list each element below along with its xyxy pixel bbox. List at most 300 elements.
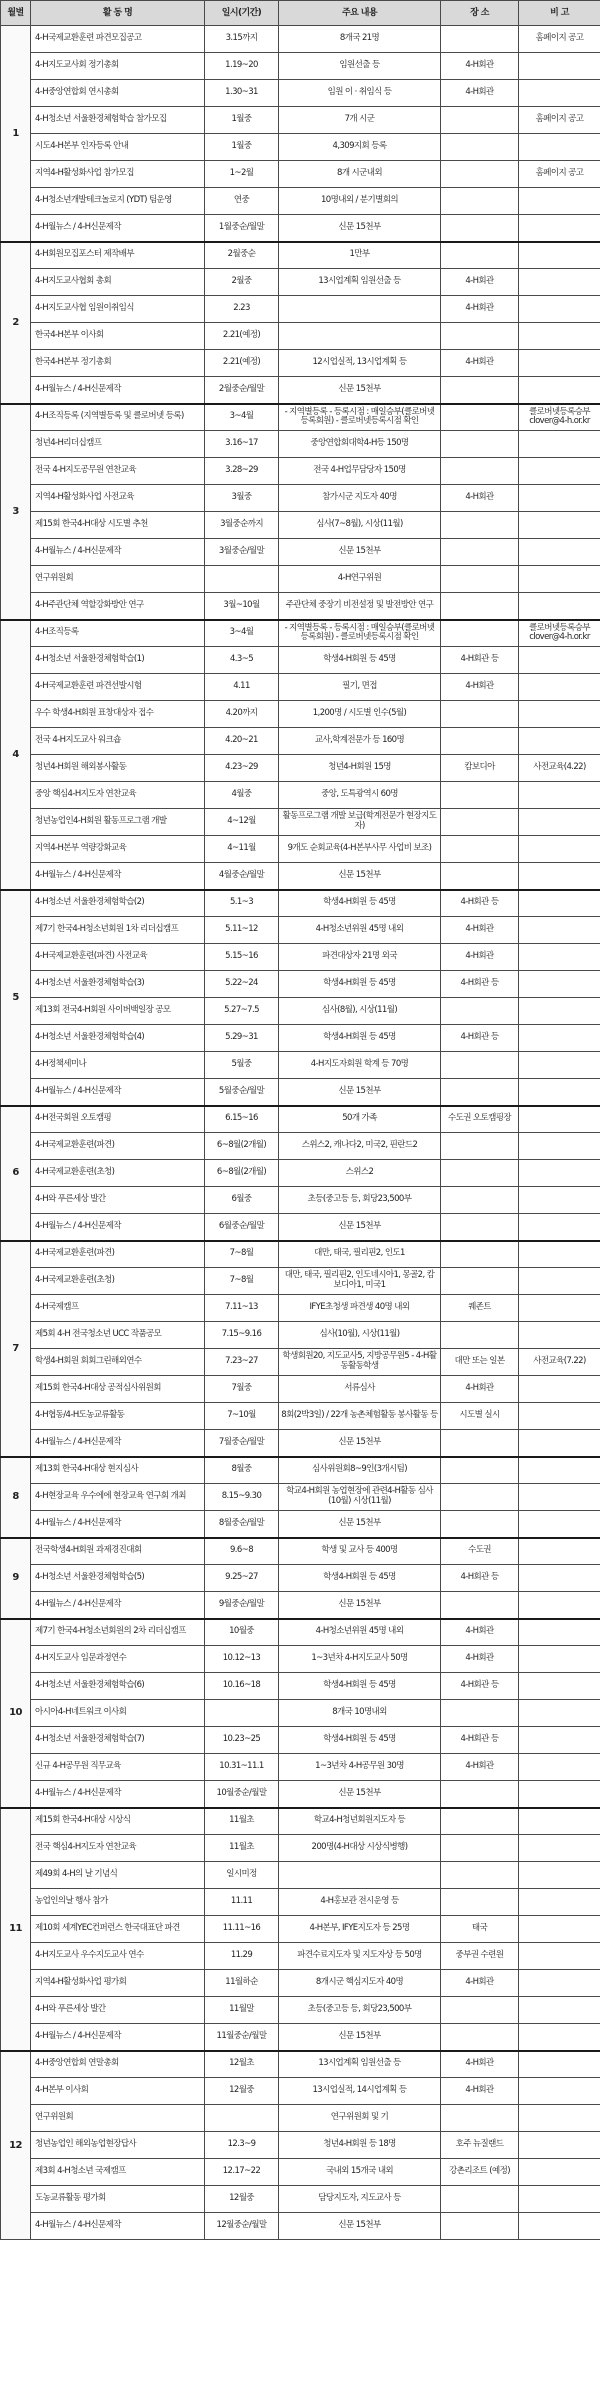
- activity-name-cell: 신규 4-H공무원 직무교육: [31, 1754, 205, 1781]
- date-cell: 1월중: [205, 107, 279, 134]
- table-row: [1, 1565, 600, 1592]
- date-cell: 5월중순/월말: [205, 1079, 279, 1106]
- date-cell: 12.3~9: [205, 2132, 279, 2159]
- date-cell: 6월중순/월말: [205, 1214, 279, 1241]
- table-row: [1, 1781, 600, 1808]
- note-cell: [519, 269, 600, 296]
- place-cell: [441, 1160, 519, 1187]
- date-cell: 9월중순/월말: [205, 1592, 279, 1619]
- place-cell: 수도권 오토캠핑장: [441, 1106, 519, 1133]
- activity-name-cell: 제7기 한국4-H청소년회원의 2차 리더십캠프: [31, 1619, 205, 1646]
- month-cell: 1: [1, 26, 31, 242]
- activity-name-cell: 제5회 4-H 전국청소년 UCC 작품공모: [31, 1322, 205, 1349]
- note-cell: [519, 188, 600, 215]
- activity-name-cell: 4-H국제교환훈련(파견) 사전교육: [31, 944, 205, 971]
- place-cell: [441, 1079, 519, 1106]
- content-cell: 학생4-H회원 등 45명: [279, 647, 441, 674]
- note-cell: [519, 1457, 600, 1484]
- content-cell: 10명내외 / 분기별회의: [279, 188, 441, 215]
- place-cell: 4-H회관 등: [441, 971, 519, 998]
- place-cell: [441, 728, 519, 755]
- place-cell: [441, 1997, 519, 2024]
- table-row: [1, 1916, 600, 1943]
- table-row: [1, 1106, 600, 1133]
- table-row: [1, 512, 600, 539]
- date-cell: 6~8월(2개월): [205, 1160, 279, 1187]
- table-row: [1, 566, 600, 593]
- note-cell: [519, 917, 600, 944]
- activity-name-cell: 중앙 핵심4-H지도자 연찬교육: [31, 782, 205, 809]
- content-cell: 신문 15천부: [279, 1214, 441, 1241]
- date-cell: 3월중: [205, 485, 279, 512]
- note-cell: [519, 1781, 600, 1808]
- place-cell: [441, 701, 519, 728]
- content-cell: 신문 15천부: [279, 1592, 441, 1619]
- date-cell: 3.28~29: [205, 458, 279, 485]
- date-cell: 1월중: [205, 134, 279, 161]
- table-row: [1, 890, 600, 917]
- place-cell: [441, 539, 519, 566]
- note-cell: [519, 458, 600, 485]
- note-cell: [519, 1025, 600, 1052]
- table-row: [1, 1052, 600, 1079]
- note-cell: [519, 1430, 600, 1457]
- table-row: [1, 1241, 600, 1268]
- content-cell: 1,200명 / 시도별 인수(5월): [279, 701, 441, 728]
- date-cell: 2.23: [205, 296, 279, 323]
- content-cell: 200명(4-H대상 시상식병행): [279, 1835, 441, 1862]
- note-cell: [519, 431, 600, 458]
- content-cell: 활동프로그램 개발 보급(학계전문가 현장지도자): [279, 809, 441, 836]
- place-cell: 4-H회관: [441, 80, 519, 107]
- table-row: [1, 782, 600, 809]
- content-cell: 담당지도자, 지도교사 등: [279, 2186, 441, 2213]
- content-cell: 학생4-H회원 등 45명: [279, 1673, 441, 1700]
- note-cell: [519, 2105, 600, 2132]
- date-cell: 7.23~27: [205, 1349, 279, 1376]
- activity-name-cell: 우수 학생4-H회원 표창대상자 접수: [31, 701, 205, 728]
- note-cell: [519, 1376, 600, 1403]
- note-cell: [519, 998, 600, 1025]
- content-cell: 국내외 15개국 내외: [279, 2159, 441, 2186]
- content-cell: 연구위원회 및 기: [279, 2105, 441, 2132]
- activity-name-cell: 지역4-H활성화사업 평가회: [31, 1970, 205, 1997]
- date-cell: 3.15까지: [205, 26, 279, 53]
- content-cell: 파견수료지도자 및 지도자상 등 50명: [279, 1943, 441, 1970]
- note-cell: [519, 1160, 600, 1187]
- table-row: [1, 134, 600, 161]
- activity-name-cell: 4-H월뉴스 / 4-H신문제작: [31, 1079, 205, 1106]
- note-cell: [519, 1592, 600, 1619]
- activity-name-cell: 4-H중앙연합회 연말총회: [31, 2051, 205, 2078]
- note-cell: [519, 1916, 600, 1943]
- note-cell: [519, 1808, 600, 1835]
- date-cell: 6.15~16: [205, 1106, 279, 1133]
- table-row: [1, 1079, 600, 1106]
- table-row: [1, 1862, 600, 1889]
- content-cell: 8개국 10명내외: [279, 1700, 441, 1727]
- note-cell: 클로버넷등록승부 clover@4-h.or.kr: [519, 404, 600, 431]
- note-cell: [519, 1565, 600, 1592]
- place-cell: 중부권 수련원: [441, 1943, 519, 1970]
- content-cell: 학생4-H회원 등 45명: [279, 971, 441, 998]
- table-row: [1, 1187, 600, 1214]
- note-cell: [519, 1619, 600, 1646]
- content-cell: 13시업계획 임원선출 등: [279, 2051, 441, 2078]
- content-cell: 4-H연구위원: [279, 566, 441, 593]
- table-row: [1, 836, 600, 863]
- table-row: [1, 647, 600, 674]
- table-row: [1, 1727, 600, 1754]
- note-cell: [519, 1889, 600, 1916]
- note-cell: [519, 1997, 600, 2024]
- date-cell: 4~12월: [205, 809, 279, 836]
- date-cell: 2월중순/월말: [205, 377, 279, 404]
- place-cell: 4-H회관: [441, 1619, 519, 1646]
- content-cell: 4-H지도자회원 학계 등 70명: [279, 1052, 441, 1079]
- activity-name-cell: 제49회 4-H의 날 기념식: [31, 1862, 205, 1889]
- place-cell: [441, 1700, 519, 1727]
- activity-name-cell: 제15회 한국4-H대상 시도별 추천: [31, 512, 205, 539]
- date-cell: 11월말: [205, 1997, 279, 2024]
- date-cell: 12월중: [205, 2078, 279, 2105]
- activity-name-cell: 4-H지도교사협회 총회: [31, 269, 205, 296]
- activity-name-cell: 4-H청소년 서울환경체험학습 참가모집: [31, 107, 205, 134]
- place-cell: [441, 323, 519, 350]
- header-row: [1, 1, 600, 26]
- content-cell: 학생 및 교사 등 400명: [279, 1538, 441, 1565]
- date-cell: 1.19~20: [205, 53, 279, 80]
- content-cell: [279, 296, 441, 323]
- content-cell: 학생4-H회원 등 45명: [279, 890, 441, 917]
- table-row: [1, 1970, 600, 1997]
- note-cell: [519, 134, 600, 161]
- note-cell: [519, 2159, 600, 2186]
- table-row: [1, 1484, 600, 1511]
- note-cell: [519, 836, 600, 863]
- content-cell: 1~3년차 4-H공무원 30명: [279, 1754, 441, 1781]
- activity-name-cell: 4-H월뉴스 / 4-H신문제작: [31, 1592, 205, 1619]
- table-row: [1, 2024, 600, 2051]
- place-cell: [441, 431, 519, 458]
- table-row: [1, 26, 600, 53]
- date-cell: 11.11: [205, 1889, 279, 1916]
- activity-name-cell: 연구위원회: [31, 2105, 205, 2132]
- place-cell: [441, 1322, 519, 1349]
- place-cell: [441, 404, 519, 431]
- place-cell: [441, 1133, 519, 1160]
- place-cell: [441, 215, 519, 242]
- content-cell: 8개국 21명: [279, 26, 441, 53]
- content-cell: 임원선출 등: [279, 53, 441, 80]
- activity-name-cell: 전국 핵심4-H지도자 연찬교육: [31, 1835, 205, 1862]
- note-cell: 클로버넷등록승부 clover@4-h.or.kr: [519, 620, 600, 647]
- content-cell: 4,309지회 등록: [279, 134, 441, 161]
- activity-name-cell: 4-H현장교육 우수에에 현장교육 연구회 개최: [31, 1484, 205, 1511]
- note-cell: [519, 890, 600, 917]
- date-cell: 일시미정: [205, 1862, 279, 1889]
- content-cell: 학교4-H회원 농업현장에 관련4-H활동 심사(10월) 시상(11월): [279, 1484, 441, 1511]
- date-cell: 3~4월: [205, 404, 279, 431]
- month-cell: 7: [1, 1241, 31, 1457]
- place-cell: [441, 26, 519, 53]
- note-cell: 홈페이지 공고: [519, 26, 600, 53]
- place-cell: 4-H회관 등: [441, 1673, 519, 1700]
- content-cell: 9개도 순회교육(4-H본부사무 사업비 보조): [279, 836, 441, 863]
- place-cell: [441, 161, 519, 188]
- activity-name-cell: 제3회 4-H청소년 국제캠프: [31, 2159, 205, 2186]
- date-cell: 12월초: [205, 2051, 279, 2078]
- content-cell: 전국 4-H업무담당자 150명: [279, 458, 441, 485]
- place-cell: [441, 1592, 519, 1619]
- month-cell: 12: [1, 2051, 31, 2240]
- activity-name-cell: 4-H청소년 서울환경체험학습(3): [31, 971, 205, 998]
- activity-name-cell: 4-H회원모집포스터 제작배부: [31, 242, 205, 269]
- date-cell: 4.3~5: [205, 647, 279, 674]
- activity-name-cell: 4-H국제교환훈련 파견선발시험: [31, 674, 205, 701]
- activity-name-cell: 연구위원회: [31, 566, 205, 593]
- content-cell: 파견대상자 21명 외국: [279, 944, 441, 971]
- place-cell: 4-H회관: [441, 53, 519, 80]
- place-cell: [441, 1808, 519, 1835]
- place-cell: 4-H회관 등: [441, 1025, 519, 1052]
- place-cell: [441, 1484, 519, 1511]
- header-note: 비 고: [519, 1, 600, 26]
- table-row: [1, 755, 600, 782]
- note-cell: [519, 296, 600, 323]
- place-cell: [441, 2213, 519, 2240]
- activity-name-cell: 4-H조직등록: [31, 620, 205, 647]
- activity-name-cell: 4-H청소년 서울환경체험학습(4): [31, 1025, 205, 1052]
- place-cell: 태국: [441, 1916, 519, 1943]
- date-cell: 2월중순: [205, 242, 279, 269]
- activity-name-cell: 4-H전국회원 오토캠핑: [31, 1106, 205, 1133]
- table-row: [1, 2186, 600, 2213]
- note-cell: 사전교육(7.22): [519, 1349, 600, 1376]
- activity-name-cell: 4-H월뉴스 / 4-H신문제작: [31, 539, 205, 566]
- activity-name-cell: 4-H청소년 서울환경체험학습(5): [31, 1565, 205, 1592]
- date-cell: 11월하순: [205, 1970, 279, 1997]
- content-cell: 심사위원회8~9인(3개시팀): [279, 1457, 441, 1484]
- content-cell: 학교4-H청년회원지도자 등: [279, 1808, 441, 1835]
- table-row: [1, 2159, 600, 2186]
- month-cell: 10: [1, 1619, 31, 1808]
- table-row: [1, 1457, 600, 1484]
- place-cell: 4-H회관: [441, 296, 519, 323]
- place-cell: 4-H회관: [441, 1646, 519, 1673]
- activity-name-cell: 4-H지도교사회 정기총회: [31, 53, 205, 80]
- month-cell: 5: [1, 890, 31, 1106]
- date-cell: 3.16~17: [205, 431, 279, 458]
- note-cell: [519, 1484, 600, 1511]
- content-cell: 신문 15천부: [279, 215, 441, 242]
- place-cell: [441, 1835, 519, 1862]
- activity-name-cell: 4-H국제교환훈련(초청): [31, 1160, 205, 1187]
- table-row: [1, 2213, 600, 2240]
- place-cell: 4-H회관: [441, 2051, 519, 2078]
- table-row: [1, 215, 600, 242]
- content-cell: 중앙연합회대학4-H등 150명: [279, 431, 441, 458]
- date-cell: [205, 2105, 279, 2132]
- table-row: [1, 1646, 600, 1673]
- date-cell: 7월중순/월말: [205, 1430, 279, 1457]
- activity-name-cell: 4-H월뉴스 / 4-H신문제작: [31, 2213, 205, 2240]
- content-cell: 4-H홍보관 전시운영 등: [279, 1889, 441, 1916]
- place-cell: [441, 2186, 519, 2213]
- table-row: [1, 1754, 600, 1781]
- place-cell: 4-H회관: [441, 674, 519, 701]
- date-cell: 7.15~9.16: [205, 1322, 279, 1349]
- place-cell: [441, 782, 519, 809]
- place-cell: [441, 620, 519, 647]
- note-cell: [519, 674, 600, 701]
- activity-name-cell: 4-H월뉴스 / 4-H신문제작: [31, 2024, 205, 2051]
- activity-name-cell: 4-H월뉴스 / 4-H신문제작: [31, 1430, 205, 1457]
- note-cell: [519, 1403, 600, 1430]
- content-cell: IFYE초청생 파견생 40명 내외: [279, 1295, 441, 1322]
- activity-name-cell: 제10회 세계YEC컨퍼런스 한국대표단 파견: [31, 1916, 205, 1943]
- content-cell: 청년4-H회원 등 18명: [279, 2132, 441, 2159]
- table-row: [1, 2078, 600, 2105]
- date-cell: 2월중: [205, 269, 279, 296]
- place-cell: 4-H회관: [441, 2078, 519, 2105]
- content-cell: 학생4-H회원 등 45명: [279, 1727, 441, 1754]
- table-row: [1, 1673, 600, 1700]
- activity-name-cell: 4-H국제교환훈련(파견): [31, 1133, 205, 1160]
- header-content: 주요 내용: [279, 1, 441, 26]
- date-cell: 4.23~29: [205, 755, 279, 782]
- table-row: [1, 2132, 600, 2159]
- table-row: [1, 323, 600, 350]
- date-cell: 11.29: [205, 1943, 279, 1970]
- note-cell: [519, 1079, 600, 1106]
- note-cell: 홈페이지 공고: [519, 161, 600, 188]
- note-cell: [519, 863, 600, 890]
- place-cell: [441, 1214, 519, 1241]
- activity-name-cell: 4-H월뉴스 / 4-H신문제작: [31, 215, 205, 242]
- note-cell: [519, 944, 600, 971]
- content-cell: 신문 15천부: [279, 377, 441, 404]
- table-row: [1, 539, 600, 566]
- place-cell: [441, 836, 519, 863]
- place-cell: 4-H회관: [441, 485, 519, 512]
- table-row: [1, 1295, 600, 1322]
- table-body: [1, 26, 600, 2240]
- activity-name-cell: 4-H월뉴스 / 4-H신문제작: [31, 863, 205, 890]
- content-cell: 8회(2박3일) / 22개 농촌체험활동 봉사활동 등: [279, 1403, 441, 1430]
- place-cell: 캄보디아: [441, 755, 519, 782]
- activity-name-cell: 제15회 한국4-H대상 시상식: [31, 1808, 205, 1835]
- date-cell: 10월중순/월말: [205, 1781, 279, 1808]
- content-cell: 신문 15천부: [279, 1079, 441, 1106]
- table-row: [1, 188, 600, 215]
- date-cell: [205, 566, 279, 593]
- date-cell: 11월초: [205, 1835, 279, 1862]
- note-cell: [519, 377, 600, 404]
- activity-name-cell: 4-H국제캠프: [31, 1295, 205, 1322]
- date-cell: 4월중: [205, 782, 279, 809]
- note-cell: [519, 2051, 600, 2078]
- place-cell: [441, 458, 519, 485]
- table-row: [1, 1808, 600, 1835]
- activity-name-cell: 4-H정책세미나: [31, 1052, 205, 1079]
- content-cell: 4-H청소년위원 45명 내외: [279, 917, 441, 944]
- table-row: [1, 917, 600, 944]
- place-cell: 퀘존트: [441, 1295, 519, 1322]
- content-cell: 신문 15천부: [279, 2024, 441, 2051]
- activity-name-cell: 4-H월뉴스 / 4-H신문제작: [31, 377, 205, 404]
- note-cell: [519, 2078, 600, 2105]
- content-cell: 신문 15천부: [279, 1430, 441, 1457]
- content-cell: 심사(10월), 시상(11월): [279, 1322, 441, 1349]
- date-cell: 7.11~13: [205, 1295, 279, 1322]
- place-cell: [441, 809, 519, 836]
- date-cell: 10.16~18: [205, 1673, 279, 1700]
- content-cell: - 지역별등록 - 등록시점 : 매일승부(클로버넷등록회원) - 클로버넷등록시점 확인: [279, 404, 441, 431]
- month-cell: 2: [1, 242, 31, 404]
- activity-name-cell: 4-H청소년개발테크놀로지 (YDT) 팀운영: [31, 188, 205, 215]
- note-cell: [519, 80, 600, 107]
- activity-name-cell: 4-H국제교환훈련(파견): [31, 1241, 205, 1268]
- date-cell: 4월중순/월말: [205, 863, 279, 890]
- content-cell: 50개 가족: [279, 1106, 441, 1133]
- place-cell: [441, 593, 519, 620]
- date-cell: 10.12~13: [205, 1646, 279, 1673]
- content-cell: 스위스2: [279, 1160, 441, 1187]
- place-cell: [441, 2024, 519, 2051]
- date-cell: 5월중: [205, 1052, 279, 1079]
- content-cell: 13시업실적, 14시업계획 등: [279, 2078, 441, 2105]
- note-cell: [519, 809, 600, 836]
- place-cell: [441, 1781, 519, 1808]
- note-cell: [519, 1862, 600, 1889]
- place-cell: 4-H회관 등: [441, 1565, 519, 1592]
- place-cell: [441, 512, 519, 539]
- table-row: [1, 2105, 600, 2132]
- date-cell: 6~8월(2개월): [205, 1133, 279, 1160]
- date-cell: 5.22~24: [205, 971, 279, 998]
- activity-name-cell: 4-H청소년 서울환경체험학습(7): [31, 1727, 205, 1754]
- date-cell: 9.6~8: [205, 1538, 279, 1565]
- content-cell: 심사(8월), 시상(11월): [279, 998, 441, 1025]
- note-cell: [519, 2132, 600, 2159]
- table-row: [1, 674, 600, 701]
- activity-name-cell: 4-H중앙연합회 연시총회: [31, 80, 205, 107]
- note-cell: 홈페이지 공고: [519, 107, 600, 134]
- note-cell: [519, 566, 600, 593]
- place-cell: [441, 1889, 519, 1916]
- place-cell: [441, 107, 519, 134]
- activity-name-cell: 지역4-H본부 역량강화교육: [31, 836, 205, 863]
- table-row: [1, 1889, 600, 1916]
- date-cell: 10월중: [205, 1619, 279, 1646]
- content-cell: 초등(중고등 등, 회당23,500부: [279, 1997, 441, 2024]
- note-cell: [519, 971, 600, 998]
- place-cell: 강촌리조트 (예정): [441, 2159, 519, 2186]
- date-cell: 2.21(예정): [205, 350, 279, 377]
- table-row: [1, 1214, 600, 1241]
- date-cell: 7월중: [205, 1376, 279, 1403]
- place-cell: [441, 1241, 519, 1268]
- header-month: 월별: [1, 1, 31, 26]
- table-row: [1, 593, 600, 620]
- note-cell: [519, 1538, 600, 1565]
- table-row: [1, 1835, 600, 1862]
- table-row: [1, 296, 600, 323]
- note-cell: [519, 1268, 600, 1295]
- activity-name-cell: 4-H청소년 서울환경체험학습(2): [31, 890, 205, 917]
- date-cell: 8월중순/월말: [205, 1511, 279, 1538]
